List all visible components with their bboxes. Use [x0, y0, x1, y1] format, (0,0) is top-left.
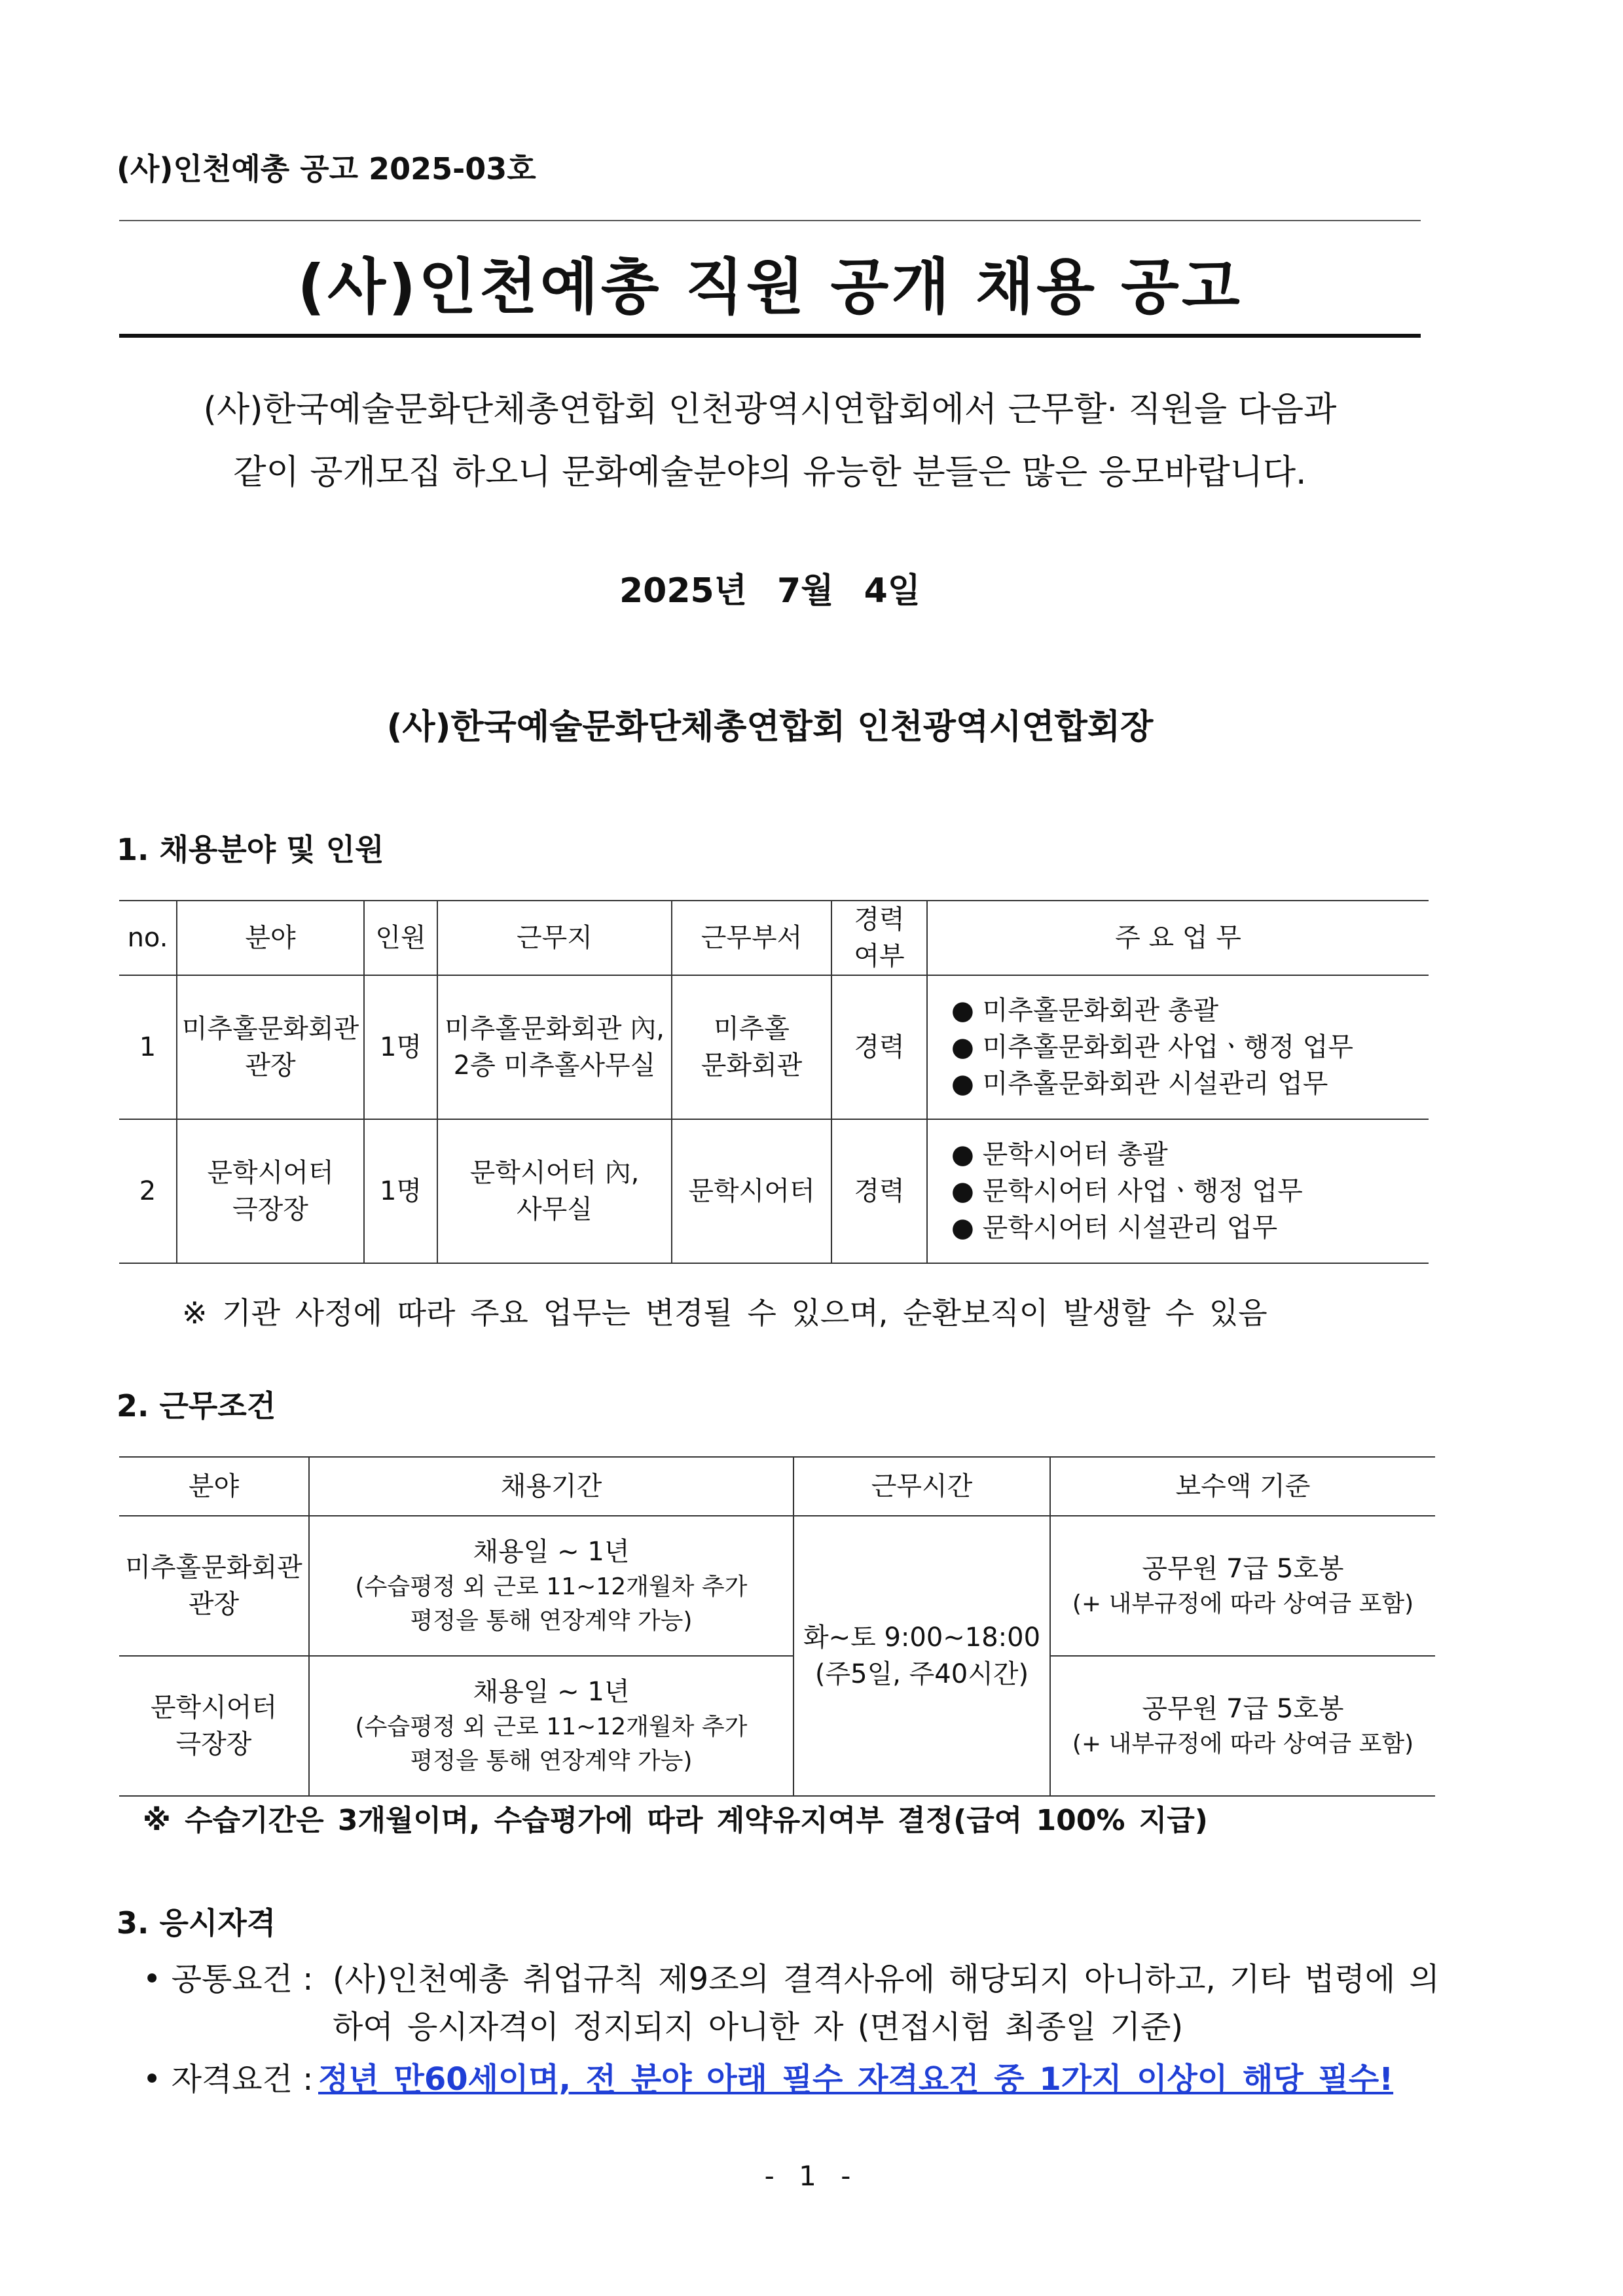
qualification-label: • 자격요건 : [143, 2061, 314, 2098]
recruitment-table [119, 900, 1429, 1264]
cell-field [119, 1516, 309, 1656]
cell-field [177, 975, 364, 1119]
section-1-heading: 1. 채용분야 및 인원 [117, 832, 384, 867]
header-duties: 주 요 업 무 [927, 901, 1429, 975]
page-title: (사)인천예총 직원 공개 채용 공고 [297, 252, 1243, 322]
table-row [119, 975, 1429, 1119]
cell-salary-sub: (+ 내부규정에 따라 상여금 포함) [1072, 1731, 1414, 1757]
table-row [119, 1516, 1435, 1656]
header-divider [119, 220, 1421, 221]
cell-field-l1: 미추홀문화회관 [181, 1014, 359, 1044]
cell-period-main: 채용일 ~ 1년 [473, 1537, 630, 1567]
common-requirement-text-1: (사)인천예총 취업규칙 제9조의 결격사유에 해당되지 아니하고, 기타 법령에 의 [333, 1961, 1440, 1998]
cell-count: 1명 [364, 1119, 437, 1263]
cell-department-l1: 문학시어터 [688, 1176, 815, 1206]
cell-salary [1050, 1656, 1435, 1796]
cell-department-l2: 문화회관 [701, 1050, 803, 1081]
section-3-heading: 3. 응시자격 [117, 1905, 276, 1941]
qualification-text: 정년 만60세이며, 전 분야 아래 필수 자격요건 중 1가지 이상이 해당 필수! [318, 2061, 1394, 2098]
cell-salary [1050, 1516, 1435, 1656]
cell-salary-main: 공무원 7급 5호봉 [1142, 1554, 1344, 1584]
cell-no: 1 [119, 975, 177, 1119]
cell-field-l1: 문학시어터 [150, 1693, 278, 1723]
cell-location-l1: 미추홀문화회관 內, [445, 1014, 665, 1044]
duty-item: ● 문학시어터 사업ㆍ행정 업무 [951, 1176, 1303, 1206]
page-number: - 1 - [764, 2160, 859, 2192]
cell-hours-l1: 화~토 9:00~18:00 [803, 1623, 1041, 1653]
duty-item: ● 미추홀문화회관 시설관리 업무 [951, 1069, 1328, 1099]
intro-line-2: 같이 공개모집 하오니 문화예술분야의 유능한 분들은 많은 응모바랍니다. [233, 453, 1307, 492]
cell-location [437, 975, 672, 1119]
header-experience-l2: 여부 [854, 941, 905, 971]
cell-field-l1: 문학시어터 [207, 1158, 334, 1188]
cell-field-l2: 관장 [188, 1589, 240, 1619]
title-divider [119, 334, 1421, 338]
header-no: no. [127, 923, 168, 953]
header-department: 근무부서 [672, 901, 831, 975]
cell-period [309, 1656, 793, 1796]
cell-field-l1: 미추홀문화회관 [125, 1552, 302, 1583]
header-experience [831, 901, 927, 975]
header-field: 분야 [177, 901, 364, 975]
section-1-note: ※ 기관 사정에 따라 주요 업무는 변경될 수 있으며, 순환보직이 발생할 수 있음 [182, 1295, 1267, 1331]
cell-period-main: 채용일 ~ 1년 [473, 1677, 630, 1707]
cell-count: 1명 [364, 975, 437, 1119]
cell-experience: 경력 [831, 1119, 927, 1263]
header-period: 채용기간 [309, 1457, 793, 1516]
table-row [119, 1656, 1435, 1796]
cell-location-l2: 2층 미추홀사무실 [453, 1050, 656, 1081]
cell-field-l2: 관장 [245, 1050, 296, 1081]
cell-period-l2: (수습평정 외 근로 11~12개월차 추가 [355, 1713, 748, 1740]
cell-department [672, 1119, 831, 1263]
common-requirement-label: • 공통요건 : [143, 1961, 314, 1998]
header-hours: 근무시간 [793, 1457, 1050, 1516]
cell-department [672, 975, 831, 1119]
duty-item: ● 문학시어터 시설관리 업무 [951, 1213, 1278, 1243]
header-experience-l1: 경력 [854, 905, 905, 935]
cell-duties [927, 975, 1429, 1119]
notice-number: (사)인천예총 공고 2025-03호 [117, 151, 536, 187]
cell-location-l1: 문학시어터 內, [469, 1158, 640, 1188]
cell-location-l2: 사무실 [517, 1194, 593, 1225]
header-count: 인원 [364, 901, 437, 975]
cell-period [309, 1516, 793, 1656]
cell-experience: 경력 [831, 975, 927, 1119]
cell-hours [793, 1516, 1050, 1796]
cell-field [177, 1119, 364, 1263]
cell-period-l2: (수습평정 외 근로 11~12개월차 추가 [355, 1573, 748, 1600]
intro-paragraph [119, 378, 1421, 504]
duty-item: ● 문학시어터 총괄 [951, 1139, 1168, 1170]
duty-item: ● 미추홀문화회관 총괄 [951, 996, 1219, 1026]
cell-no: 2 [119, 1119, 177, 1263]
work-conditions-table [119, 1456, 1435, 1797]
header-field: 분야 [188, 1471, 240, 1501]
common-requirement-text-2: 하여 응시자격이 정지되지 아니한 자 (면접시험 최종일 기준) [333, 2009, 1184, 2045]
cell-duties [927, 1119, 1429, 1263]
cell-department-l1: 미추홀 [714, 1014, 790, 1044]
section-2-note: ※ 수습기간은 3개월이며, 수습평가에 따라 계약유지여부 결정(급여 100% 지급) [143, 1804, 1208, 1837]
section-2-heading: 2. 근무조건 [117, 1388, 276, 1424]
cell-period-l3: 평정을 통해 연장계약 가능) [410, 1607, 693, 1634]
intro-line-1: (사)한국예술문화단체총연합회 인천광역시연합회에서 근무할· 직원을 다음과 [203, 390, 1337, 429]
announcement-date: 2025년 7월 4일 [619, 571, 921, 611]
cell-field-l2: 극장장 [175, 1729, 252, 1759]
cell-hours-l2: (주5일, 주40시간) [814, 1659, 1029, 1689]
duty-item: ● 미추홀문화회관 사업ㆍ행정 업무 [951, 1032, 1354, 1062]
header-salary: 보수액 기준 [1050, 1457, 1435, 1516]
cell-salary-main: 공무원 7급 5호봉 [1142, 1694, 1344, 1724]
cell-period-l3: 평정을 통해 연장계약 가능) [410, 1748, 693, 1774]
organization-name: (사)한국예술문화단체총연합회 인천광역시연합회장 [386, 708, 1154, 747]
cell-field-l2: 극장장 [232, 1194, 308, 1225]
cell-salary-sub: (+ 내부규정에 따라 상여금 포함) [1072, 1590, 1414, 1617]
table-row [119, 1119, 1429, 1263]
cell-field [119, 1656, 309, 1796]
header-location: 근무지 [437, 901, 672, 975]
cell-location [437, 1119, 672, 1263]
